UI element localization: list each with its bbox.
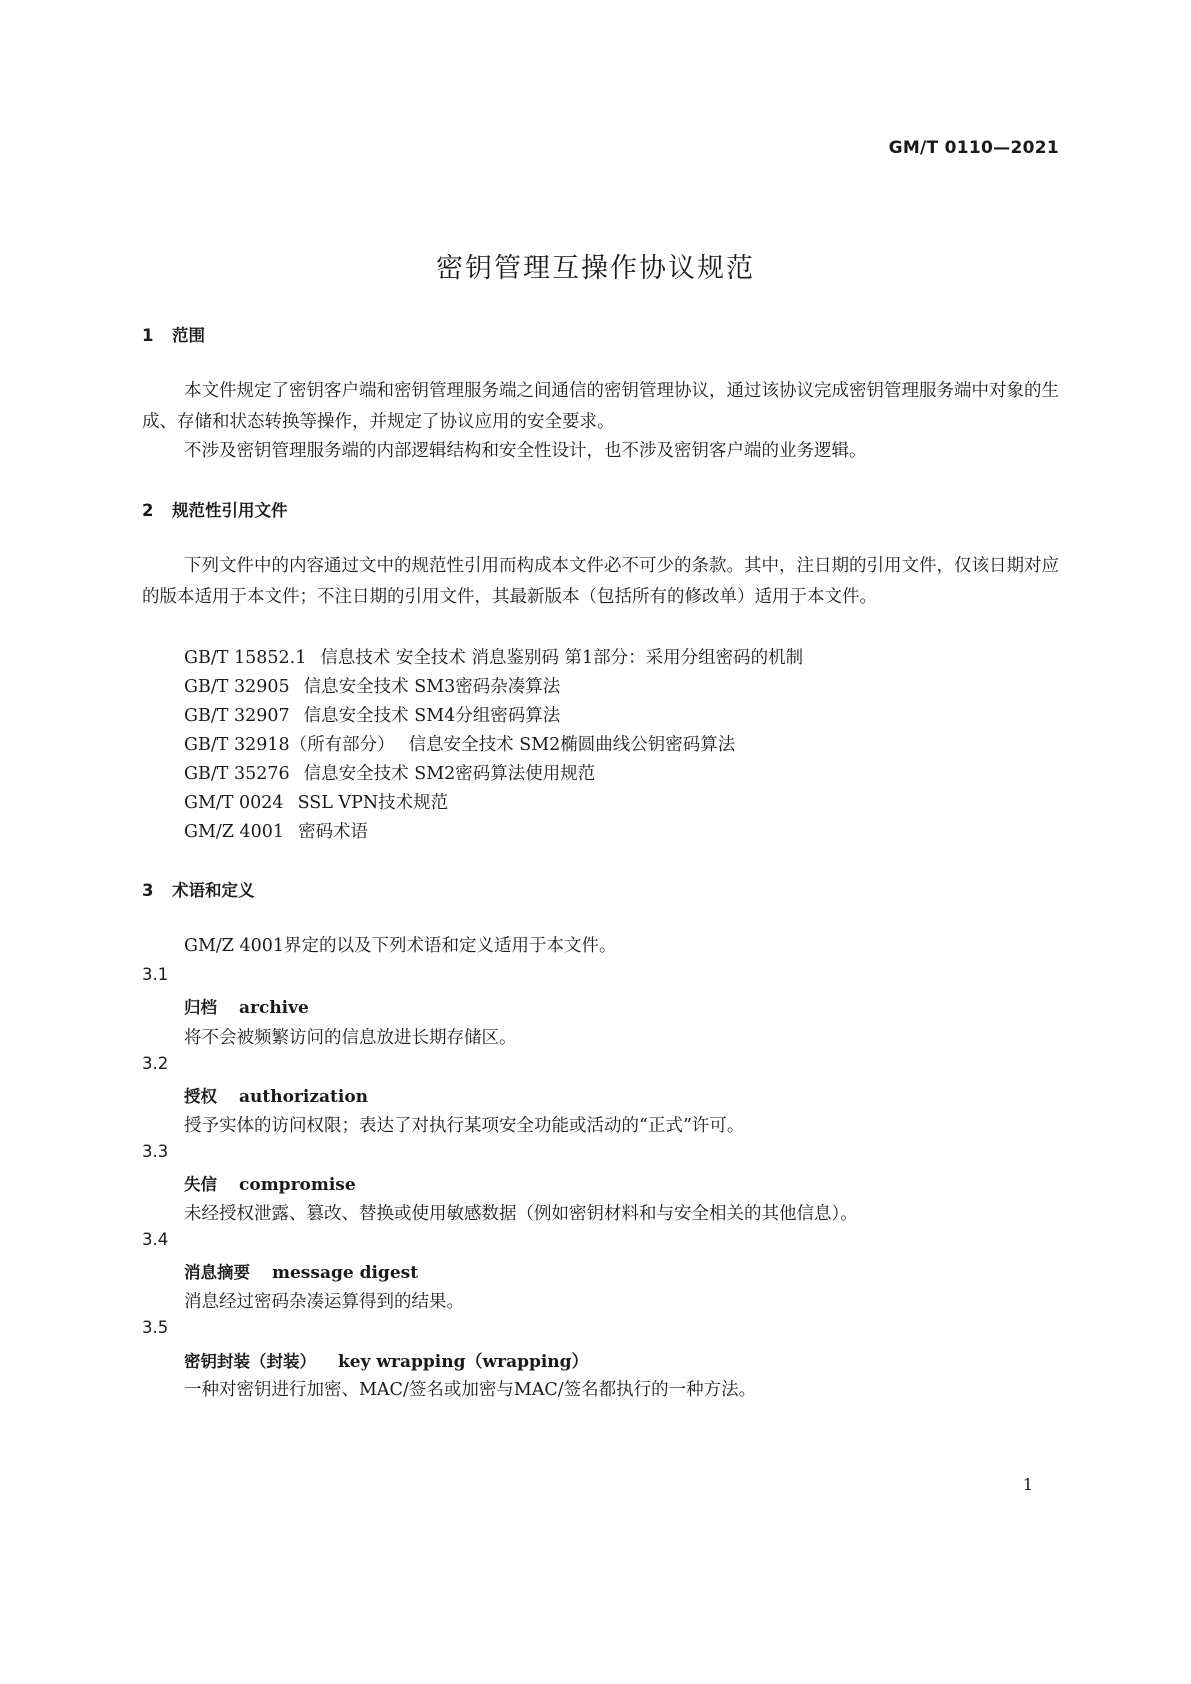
reference-item (184, 702, 560, 727)
reference-item (184, 644, 803, 669)
reference-code: GB/T 15852.1 (184, 648, 307, 668)
paragraph-text: 不涉及密钥管理服务端的内部逻辑结构和安全性设计，也不涉及密钥客户端的业务逻辑。 (184, 441, 867, 461)
reference-code: GB/T 32905 (184, 677, 290, 697)
section-heading (142, 877, 255, 901)
term-chinese: 密钥封装（封装） (184, 1352, 316, 1371)
reference-title: SSL VPN技术规范 (297, 793, 449, 813)
reference-title: 密码术语 (298, 822, 369, 842)
reference-code: GM/T 0024 (184, 793, 284, 813)
term-heading (184, 1171, 356, 1195)
term-english: message digest (272, 1263, 419, 1283)
term-definition: 授予实体的访问权限；表达了对执行某项安全功能或活动的“正式”许可。 (184, 1116, 745, 1136)
document-title: 密钥管理互操作协议规范 (436, 253, 755, 284)
paragraph (142, 376, 1062, 438)
section-intro: GM/Z 4001界定的以及下列术语和定义适用于本文件。 (184, 936, 617, 956)
term-english: compromise (239, 1175, 356, 1195)
term-english: key wrapping（wrapping） (338, 1352, 589, 1372)
section-number: 1 (142, 326, 154, 345)
section-heading (142, 497, 288, 521)
reference-item (184, 789, 448, 814)
reference-item (184, 731, 735, 756)
reference-item (184, 673, 560, 698)
section-title: 规范性引用文件 (172, 501, 288, 520)
reference-code: GB/T 32918（所有部分） (184, 735, 395, 755)
term-heading (184, 994, 309, 1018)
clause-number: 3.1 (142, 965, 169, 984)
section-number: 2 (142, 501, 154, 520)
clause-number: 3.5 (142, 1318, 169, 1337)
term-definition: 一种对密钥进行加密、MAC/签名或加密与MAC/签名都执行的一种方法。 (184, 1380, 757, 1400)
reference-title: 信息安全技术 SM4分组密码算法 (303, 706, 561, 726)
term-chinese: 失信 (184, 1175, 217, 1194)
term-definition: 未经授权泄露、篡改、替换或使用敏感数据（例如密钥材料和与安全相关的其他信息）。 (184, 1204, 858, 1224)
paragraph (142, 551, 1062, 613)
term-chinese: 授权 (184, 1087, 217, 1106)
term-english: authorization (239, 1087, 369, 1107)
clause-number: 3.3 (142, 1142, 169, 1161)
reference-title: 信息安全技术 SM2椭圆曲线公钥密码算法 (408, 735, 736, 755)
term-chinese: 归档 (184, 998, 217, 1017)
term-english: archive (239, 998, 309, 1018)
term-definition: 将不会被频繁访问的信息放进长期存储区。 (184, 1028, 517, 1048)
paragraph (142, 436, 1062, 467)
reference-title: 信息安全技术 SM2密码算法使用规范 (303, 764, 596, 784)
reference-title: 信息技术 安全技术 消息鉴别码 第1部分：采用分组密码的机制 (320, 648, 804, 668)
standard-number: GM/T 0110—2021 (888, 138, 1059, 158)
reference-item (184, 818, 368, 843)
term-definition: 消息经过密码杂凑运算得到的结果。 (184, 1292, 464, 1312)
term-heading (184, 1083, 368, 1107)
section-heading (142, 322, 205, 346)
term-heading (184, 1347, 589, 1372)
paragraph-text: 下列文件中的内容通过文中的规范性引用而构成本文件必不可少的条款。其中，注日期的引用文件，仅该日期对应的版本适用于本文件；不注日期的引用文件，其最新版本（包括所有的修改单）适用于本文件。 (142, 556, 1059, 607)
section-number: 3 (142, 881, 154, 900)
clause-number: 3.4 (142, 1230, 169, 1249)
paragraph-text: 本文件规定了密钥客户端和密钥管理服务端之间通信的密钥管理协议，通过该协议完成密钥管理服务端中对象的生成、存储和状态转换等操作，并规定了协议应用的安全要求。 (142, 381, 1059, 432)
term-chinese: 消息摘要 (184, 1263, 250, 1282)
reference-title: 信息安全技术 SM3密码杂凑算法 (303, 677, 561, 697)
term-heading (184, 1259, 418, 1283)
reference-code: GB/T 35276 (184, 764, 290, 784)
clause-number: 3.2 (142, 1054, 169, 1073)
section-title: 术语和定义 (172, 881, 255, 900)
reference-item (184, 760, 595, 785)
page-number: 1 (1022, 1475, 1033, 1494)
section-title: 范围 (172, 326, 205, 345)
reference-code: GM/Z 4001 (184, 822, 285, 842)
reference-code: GB/T 32907 (184, 706, 290, 726)
